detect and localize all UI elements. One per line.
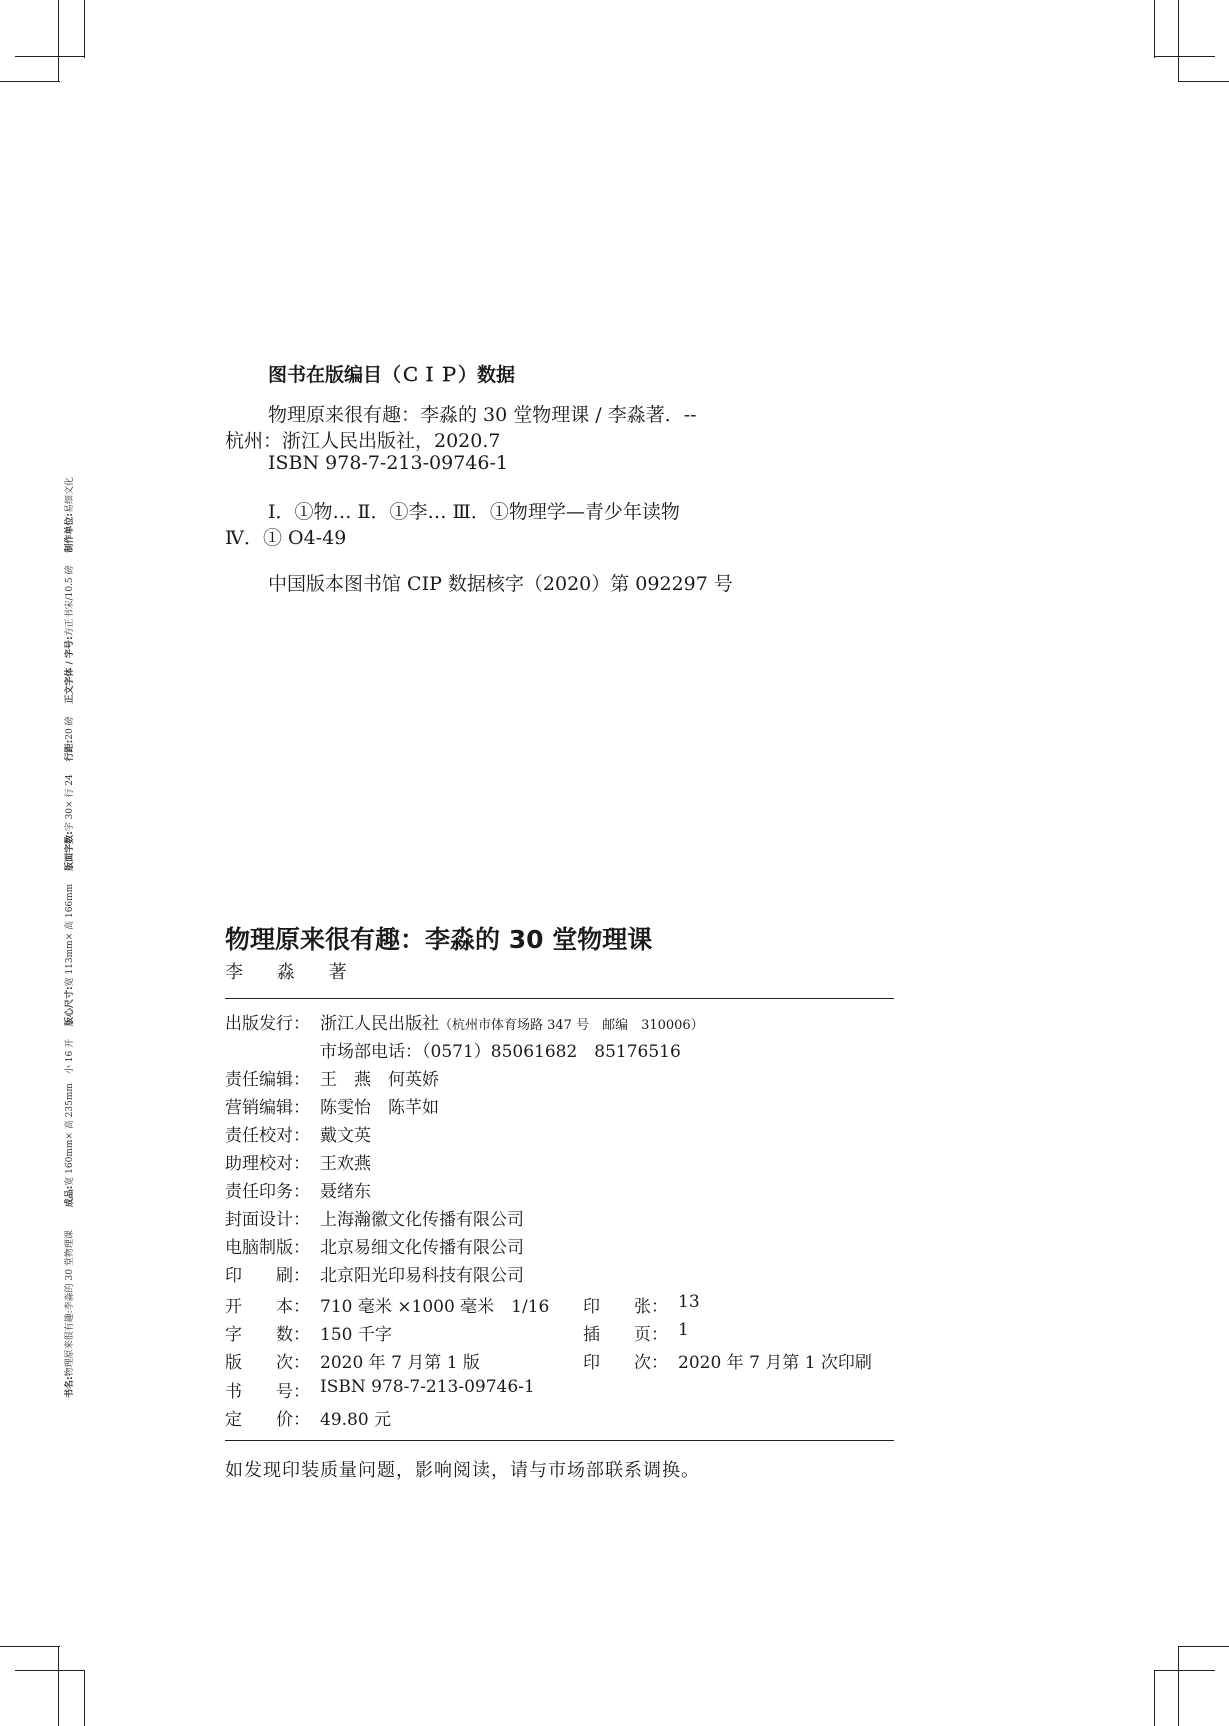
cip-heading: 图书在版编目（ＣＩＰ）数据 xyxy=(268,364,516,386)
cip-line: 杭州：浙江人民出版社，2020.7 xyxy=(225,430,501,452)
cip-line: 物理原来很有趣：李淼的 30 堂物理课 / 李淼著．-- xyxy=(268,404,697,426)
side-production-info: 书名:物理原来很有趣:李淼的 30 堂物理课 成品:宽 160mm× 高 235mm 小 16 开 版心尺寸:宽 113mm× 高 166mm 版面字数:字 30× 行 24 行距:20 磅 正文字体 / 字号:方正书宋/10.5 磅 制作单位:易细文化 xyxy=(65,476,75,1398)
cip-line: 中国版本图书馆 CIP 数据核字（2020）第 092297 号 xyxy=(268,573,733,595)
book-author: 李 淼 著 xyxy=(225,962,361,983)
bottom-rule xyxy=(225,1440,894,1441)
cip-line: ISBN 978-7-213-09746-1 xyxy=(268,452,508,474)
top-rule xyxy=(225,998,894,999)
quality-notice: 如发现印装质量问题，影响阅读，请与市场部联系调换。 xyxy=(225,1460,700,1481)
cip-line: Ⅳ．① O4-49 xyxy=(225,527,347,549)
book-title: 物理原来很有趣：李淼的 30 堂物理课 xyxy=(225,925,653,954)
cip-line: Ⅰ．①物… Ⅱ．①李… Ⅲ．①物理学—青少年读物 xyxy=(268,501,680,523)
